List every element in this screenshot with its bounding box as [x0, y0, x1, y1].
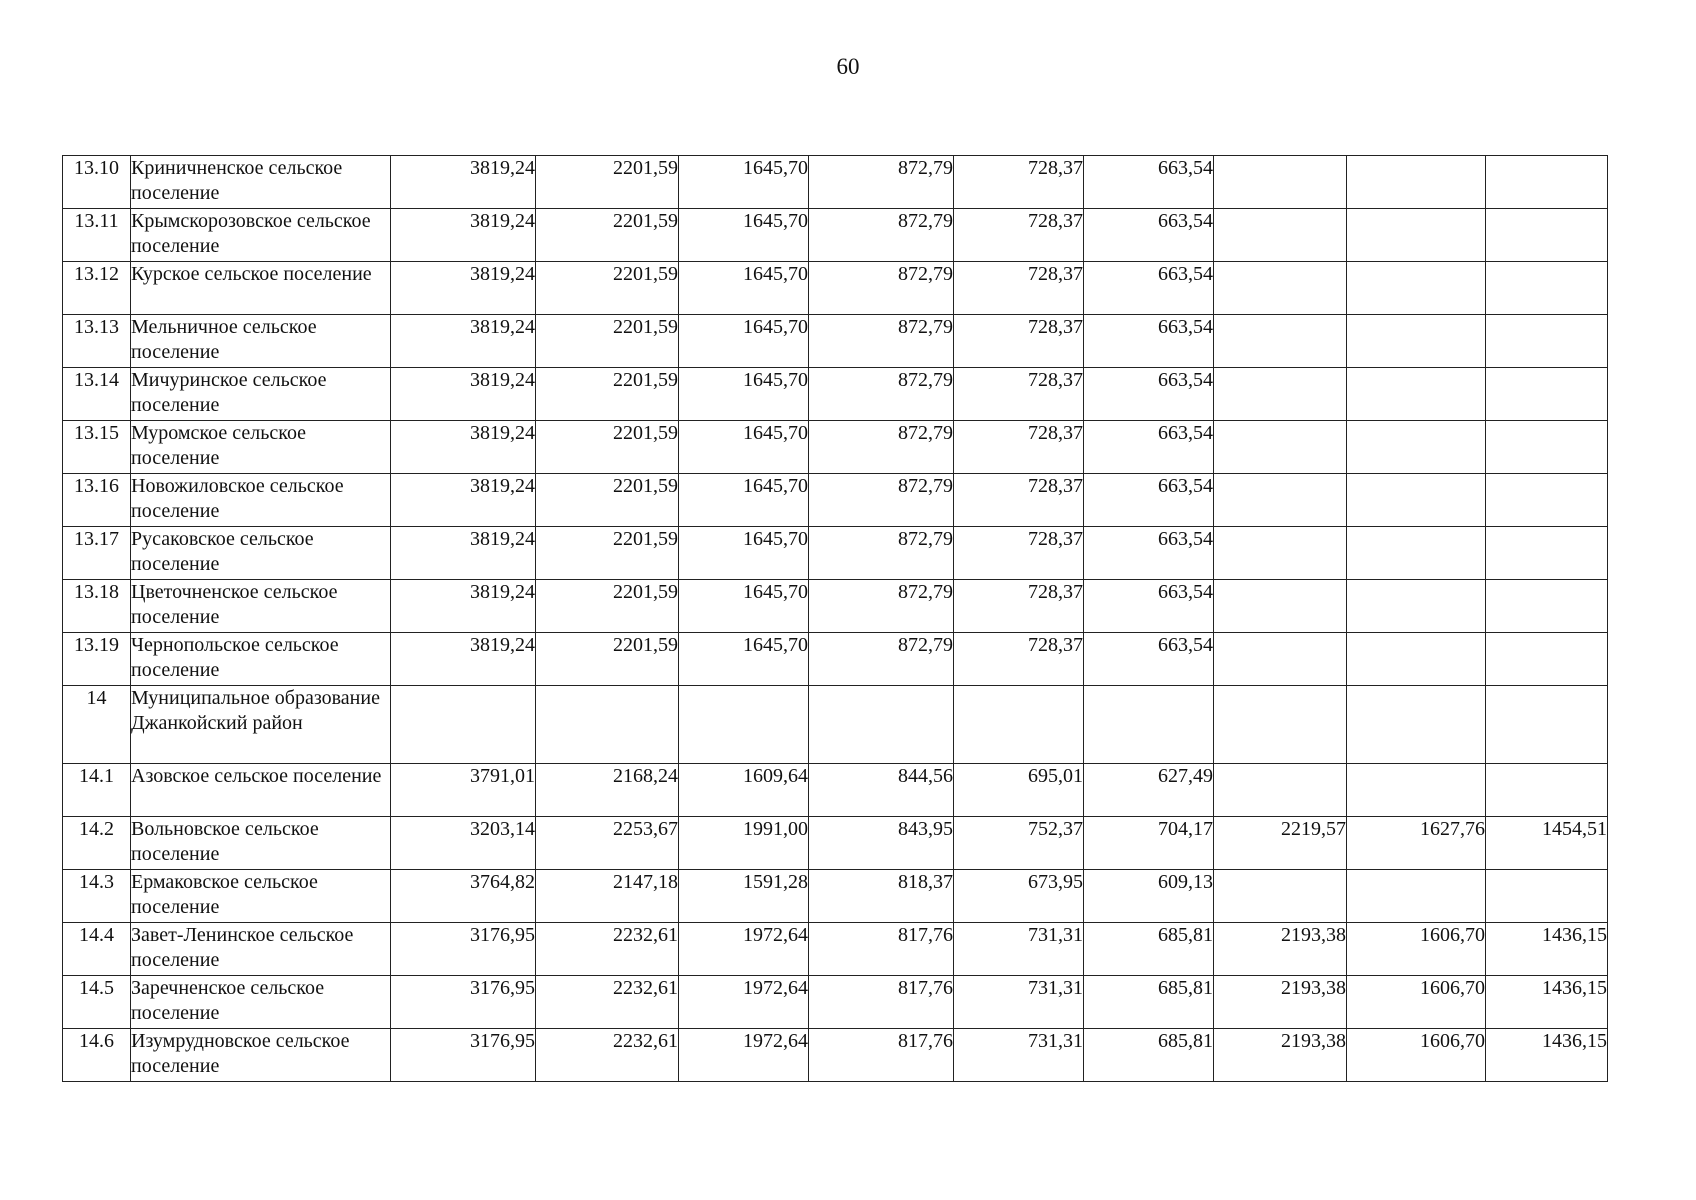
value-cell: 2201,59 — [536, 580, 679, 633]
value-cell — [1214, 764, 1347, 817]
value-cell: 663,54 — [1084, 633, 1214, 686]
table-row — [63, 421, 1608, 474]
value-cell: 2232,61 — [536, 923, 679, 976]
value-cell: 3176,95 — [391, 1029, 536, 1082]
value-cell: 1645,70 — [679, 209, 809, 262]
value-cell — [1347, 209, 1486, 262]
value-cell — [1486, 580, 1608, 633]
row-number: 14.2 — [63, 817, 131, 870]
table-row — [63, 686, 1608, 764]
value-cell: 1972,64 — [679, 923, 809, 976]
value-cell: 731,31 — [954, 976, 1084, 1029]
row-number: 13.18 — [63, 580, 131, 633]
value-cell: 2232,61 — [536, 976, 679, 1029]
table-row — [63, 156, 1608, 209]
value-cell: 1645,70 — [679, 580, 809, 633]
value-cell — [679, 686, 809, 764]
value-cell: 728,37 — [954, 580, 1084, 633]
value-cell: 2168,24 — [536, 764, 679, 817]
value-cell: 663,54 — [1084, 262, 1214, 315]
settlement-name: Новожиловское сельское поселение — [131, 474, 391, 527]
value-cell: 3819,24 — [391, 368, 536, 421]
value-cell: 1645,70 — [679, 368, 809, 421]
value-cell: 627,49 — [1084, 764, 1214, 817]
value-cell: 704,17 — [1084, 817, 1214, 870]
value-cell: 1991,00 — [679, 817, 809, 870]
value-cell: 2201,59 — [536, 209, 679, 262]
row-number: 14.6 — [63, 1029, 131, 1082]
value-cell: 663,54 — [1084, 368, 1214, 421]
value-cell: 728,37 — [954, 421, 1084, 474]
value-cell — [1214, 209, 1347, 262]
value-cell: 663,54 — [1084, 315, 1214, 368]
value-cell: 3819,24 — [391, 527, 536, 580]
settlement-name: Мичуринское сельское поселение — [131, 368, 391, 421]
value-cell: 728,37 — [954, 262, 1084, 315]
value-cell: 2232,61 — [536, 1029, 679, 1082]
value-cell: 3791,01 — [391, 764, 536, 817]
value-cell: 663,54 — [1084, 580, 1214, 633]
value-cell — [1214, 474, 1347, 527]
value-cell: 1454,51 — [1486, 817, 1608, 870]
row-number: 14.1 — [63, 764, 131, 817]
value-cell — [809, 686, 954, 764]
value-cell: 2201,59 — [536, 156, 679, 209]
value-cell: 3819,24 — [391, 315, 536, 368]
settlement-name: Завет-Ленинское сельское поселение — [131, 923, 391, 976]
value-cell: 3819,24 — [391, 209, 536, 262]
value-cell: 1606,70 — [1347, 923, 1486, 976]
settlement-name: Вольновское сельское поселение — [131, 817, 391, 870]
value-cell: 2201,59 — [536, 633, 679, 686]
value-cell — [1486, 209, 1608, 262]
value-cell — [1486, 315, 1608, 368]
value-cell: 1972,64 — [679, 1029, 809, 1082]
settlement-name: Заречненское сельское поселение — [131, 976, 391, 1029]
value-cell: 3819,24 — [391, 421, 536, 474]
value-cell: 872,79 — [809, 580, 954, 633]
tariff-table — [62, 155, 1608, 1082]
value-cell — [1347, 315, 1486, 368]
value-cell: 2219,57 — [1214, 817, 1347, 870]
value-cell: 663,54 — [1084, 209, 1214, 262]
value-cell: 2193,38 — [1214, 1029, 1347, 1082]
value-cell: 752,37 — [954, 817, 1084, 870]
value-cell — [1214, 262, 1347, 315]
settlement-name: Криничненское сельское поселение — [131, 156, 391, 209]
table-row — [63, 817, 1608, 870]
value-cell: 609,13 — [1084, 870, 1214, 923]
value-cell: 673,95 — [954, 870, 1084, 923]
value-cell — [1347, 368, 1486, 421]
value-cell — [1486, 156, 1608, 209]
value-cell — [1214, 686, 1347, 764]
value-cell: 872,79 — [809, 315, 954, 368]
table-row — [63, 209, 1608, 262]
table-row — [63, 315, 1608, 368]
value-cell: 1645,70 — [679, 262, 809, 315]
settlement-name: Ермаковское сельское поселение — [131, 870, 391, 923]
value-cell — [1214, 870, 1347, 923]
value-cell: 1436,15 — [1486, 1029, 1608, 1082]
value-cell: 843,95 — [809, 817, 954, 870]
row-number: 13.11 — [63, 209, 131, 262]
value-cell: 872,79 — [809, 421, 954, 474]
value-cell: 817,76 — [809, 976, 954, 1029]
value-cell — [1214, 580, 1347, 633]
table-row — [63, 580, 1608, 633]
settlement-name: Курское сельское поселение — [131, 262, 391, 315]
value-cell: 1645,70 — [679, 474, 809, 527]
value-cell: 1606,70 — [1347, 1029, 1486, 1082]
value-cell: 695,01 — [954, 764, 1084, 817]
table-row — [63, 923, 1608, 976]
value-cell: 872,79 — [809, 209, 954, 262]
value-cell: 1627,76 — [1347, 817, 1486, 870]
row-number: 13.12 — [63, 262, 131, 315]
value-cell: 2201,59 — [536, 527, 679, 580]
settlement-name: Русаковское сельское поселение — [131, 527, 391, 580]
value-cell: 1645,70 — [679, 421, 809, 474]
value-cell — [1214, 156, 1347, 209]
value-cell: 1645,70 — [679, 633, 809, 686]
value-cell: 872,79 — [809, 527, 954, 580]
value-cell: 2253,67 — [536, 817, 679, 870]
table-row — [63, 1029, 1608, 1082]
settlement-name: Мельничное сельское поселение — [131, 315, 391, 368]
value-cell: 663,54 — [1084, 156, 1214, 209]
value-cell: 2193,38 — [1214, 923, 1347, 976]
row-number: 13.14 — [63, 368, 131, 421]
table-row — [63, 474, 1608, 527]
value-cell: 3203,14 — [391, 817, 536, 870]
settlement-name: Азовское сельское поселение — [131, 764, 391, 817]
table-row — [63, 870, 1608, 923]
value-cell: 817,76 — [809, 1029, 954, 1082]
value-cell: 663,54 — [1084, 527, 1214, 580]
row-number: 13.16 — [63, 474, 131, 527]
value-cell — [1214, 527, 1347, 580]
settlement-name: Цветочненское сельское поселение — [131, 580, 391, 633]
settlement-name: Крымскорозовское сельское поселение — [131, 209, 391, 262]
value-cell: 728,37 — [954, 315, 1084, 368]
value-cell: 685,81 — [1084, 976, 1214, 1029]
value-cell: 728,37 — [954, 156, 1084, 209]
row-number: 13.13 — [63, 315, 131, 368]
value-cell — [1486, 421, 1608, 474]
value-cell: 1645,70 — [679, 315, 809, 368]
value-cell: 3764,82 — [391, 870, 536, 923]
value-cell — [1214, 368, 1347, 421]
value-cell — [1084, 686, 1214, 764]
value-cell — [1486, 262, 1608, 315]
value-cell: 872,79 — [809, 474, 954, 527]
table-row — [63, 764, 1608, 817]
value-cell — [1347, 633, 1486, 686]
value-cell: 728,37 — [954, 474, 1084, 527]
value-cell: 728,37 — [954, 527, 1084, 580]
value-cell — [1486, 527, 1608, 580]
value-cell: 872,79 — [809, 262, 954, 315]
value-cell: 728,37 — [954, 633, 1084, 686]
value-cell — [1347, 156, 1486, 209]
value-cell — [1214, 633, 1347, 686]
value-cell — [1347, 421, 1486, 474]
settlement-name: Муромское сельское поселение — [131, 421, 391, 474]
value-cell: 872,79 — [809, 368, 954, 421]
value-cell: 2201,59 — [536, 262, 679, 315]
value-cell: 3819,24 — [391, 156, 536, 209]
value-cell — [1347, 686, 1486, 764]
value-cell — [1347, 870, 1486, 923]
value-cell: 1606,70 — [1347, 976, 1486, 1029]
value-cell: 1436,15 — [1486, 976, 1608, 1029]
value-cell: 3819,24 — [391, 633, 536, 686]
value-cell: 2201,59 — [536, 474, 679, 527]
value-cell: 1591,28 — [679, 870, 809, 923]
value-cell: 872,79 — [809, 633, 954, 686]
value-cell — [1486, 870, 1608, 923]
value-cell: 1645,70 — [679, 156, 809, 209]
table-row — [63, 262, 1608, 315]
value-cell: 2193,38 — [1214, 976, 1347, 1029]
value-cell: 3176,95 — [391, 976, 536, 1029]
value-cell — [1486, 764, 1608, 817]
value-cell — [954, 686, 1084, 764]
value-cell: 844,56 — [809, 764, 954, 817]
value-cell: 663,54 — [1084, 474, 1214, 527]
row-number: 14.4 — [63, 923, 131, 976]
value-cell — [391, 686, 536, 764]
value-cell: 2147,18 — [536, 870, 679, 923]
value-cell — [536, 686, 679, 764]
table-row — [63, 633, 1608, 686]
value-cell — [1347, 580, 1486, 633]
value-cell: 3819,24 — [391, 262, 536, 315]
value-cell: 817,76 — [809, 923, 954, 976]
value-cell: 663,54 — [1084, 421, 1214, 474]
value-cell: 2201,59 — [536, 368, 679, 421]
row-number: 13.10 — [63, 156, 131, 209]
value-cell: 3819,24 — [391, 580, 536, 633]
value-cell: 1609,64 — [679, 764, 809, 817]
value-cell — [1214, 315, 1347, 368]
value-cell: 872,79 — [809, 156, 954, 209]
value-cell: 3176,95 — [391, 923, 536, 976]
value-cell: 728,37 — [954, 209, 1084, 262]
value-cell — [1486, 368, 1608, 421]
row-number: 14.3 — [63, 870, 131, 923]
settlement-name: Изумрудновское сельское поселение — [131, 1029, 391, 1082]
row-number: 13.19 — [63, 633, 131, 686]
value-cell: 818,37 — [809, 870, 954, 923]
table-row — [63, 527, 1608, 580]
row-number: 13.17 — [63, 527, 131, 580]
value-cell: 3819,24 — [391, 474, 536, 527]
value-cell — [1347, 262, 1486, 315]
value-cell — [1486, 686, 1608, 764]
row-number: 13.15 — [63, 421, 131, 474]
value-cell: 728,37 — [954, 368, 1084, 421]
value-cell: 1436,15 — [1486, 923, 1608, 976]
table-row — [63, 976, 1608, 1029]
row-number: 14 — [63, 686, 131, 764]
value-cell — [1347, 527, 1486, 580]
settlement-name: Чернопольское сельское поселение — [131, 633, 391, 686]
value-cell — [1486, 633, 1608, 686]
value-cell: 685,81 — [1084, 923, 1214, 976]
value-cell: 1645,70 — [679, 527, 809, 580]
value-cell: 2201,59 — [536, 421, 679, 474]
value-cell: 731,31 — [954, 923, 1084, 976]
settlement-name: Муниципальное образование Джанкойский район — [131, 686, 391, 764]
value-cell: 685,81 — [1084, 1029, 1214, 1082]
row-number: 14.5 — [63, 976, 131, 1029]
page-number: 60 — [836, 54, 860, 79]
value-cell: 2201,59 — [536, 315, 679, 368]
table-row — [63, 368, 1608, 421]
value-cell — [1214, 421, 1347, 474]
value-cell — [1347, 474, 1486, 527]
value-cell: 731,31 — [954, 1029, 1084, 1082]
value-cell — [1486, 474, 1608, 527]
value-cell: 1972,64 — [679, 976, 809, 1029]
value-cell — [1347, 764, 1486, 817]
